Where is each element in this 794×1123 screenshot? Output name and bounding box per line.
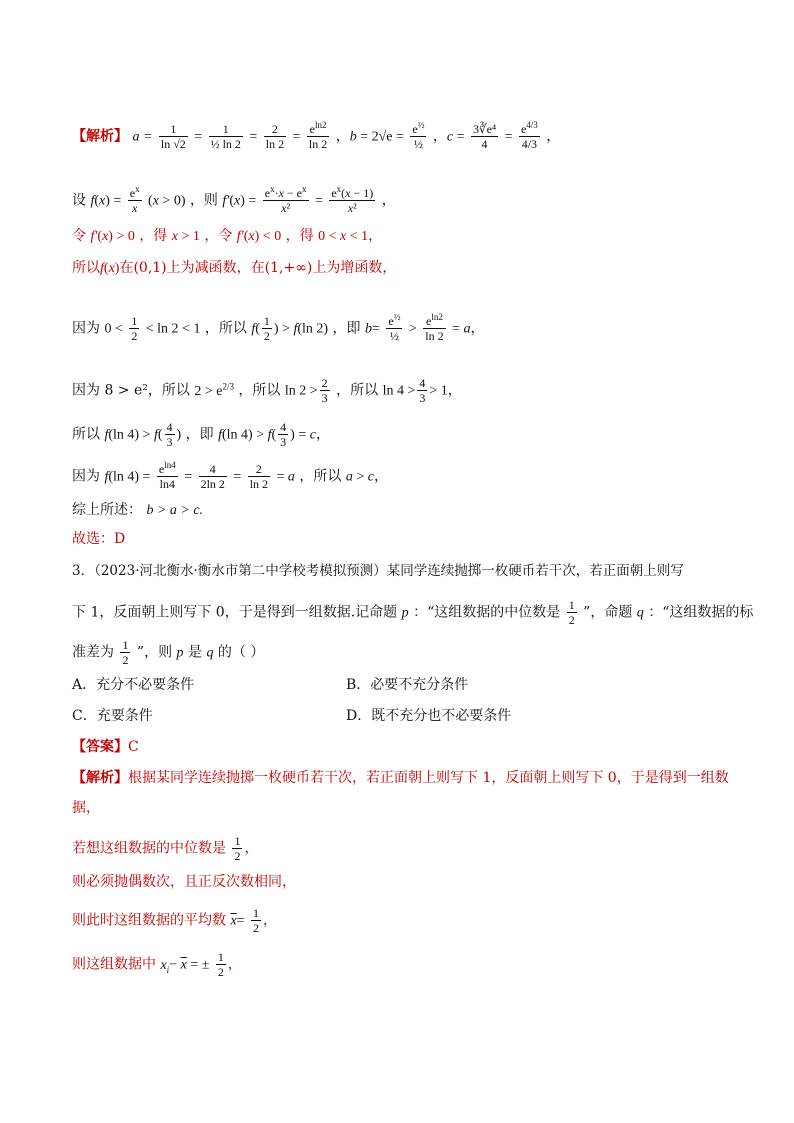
answer-value: C <box>128 739 139 755</box>
frac-1-half-ln2: $\frac{1}{\text{½ ln 2}}$ <box>210 122 241 151</box>
frac-eln2-ln2: $\frac{e^{ln2}}{\ln 2}$ <box>308 120 328 151</box>
monotonic-line: 所以f(x)在(0,1)上为减函数，在(1,+∞)上为增函数， <box>72 260 397 276</box>
option-b: B．必要不充分条件 <box>346 677 469 693</box>
answer-line <box>72 737 139 757</box>
frac-derivative-2: $\frac{e^x(x - 1)}{\text{x²}}$ <box>331 184 374 215</box>
frac-c2: $\frac{e^{4/3}}{4/3}$ <box>520 120 538 151</box>
frac-2-ln2: $\frac{2}{\ln 2}$ <box>265 122 285 151</box>
option-a: A．充分不必要条件 <box>72 677 195 693</box>
frac-b: $\frac{e^{\frac{1}{2}}}{\text{½}}$ <box>412 120 425 151</box>
because-line-3: 因为 f(ln 4) = $\frac{e^{ln4}}{\ln 4}$ = $\frac{4}{2\ln 2}$ = $\frac{2}{\ln 2}$ = a ，所以 a > c， <box>72 460 388 491</box>
summary-line: 综上所述： b > a > c. <box>72 502 204 518</box>
frac-ex-x: $\frac{e^x}{x}$ <box>129 184 140 215</box>
c-def: ，c = <box>432 129 465 145</box>
b-def: ，b = 2√e = <box>335 129 404 145</box>
choose-line: 故选：D <box>72 531 126 547</box>
option-c: C．充要条件 <box>72 708 153 724</box>
frac-derivative-1: $\frac{e^x\cdot x - e^x}{\text{x²}}$ <box>264 184 307 215</box>
analysis-label: 【解析】 <box>72 128 128 145</box>
analysis2-line4: 则必须抛偶数次，且正反次数相同， <box>72 874 296 890</box>
option-d: D．既不充分也不必要条件 <box>346 708 512 724</box>
analysis2-line1: 【解析】根据某同学连续抛掷一枚硬币若干次，若正面朝上则写下 1，反面朝上则写下 0，于是得到一组数 <box>72 770 729 786</box>
because-line-2: 因为 8 > e²，所以 $2 > e^{2/3}$ ，所以 ln 2 > $\frac{2}{3}$ ，所以 ln 4 > $\frac{4}{3}$ > 1， <box>72 376 462 405</box>
analysis2-line5: 则此时这组数据的平均数 $\overline{x}=$ $\frac{1}{2}$ ， <box>72 906 278 935</box>
sign-analysis-line: 令 f′(x) > 0 ，得 x > 1 ，令 f′(x) < 0 ，得 0 < x < 1， <box>72 228 383 244</box>
f-definition-line: 设 f(x) = $\frac{e^x}{x}$ (x > 0) ，则 f′(x) = $\frac{e^x\cdot x - e^x}{\text{x²}}$ = $\frac{e^x(x - 1)}{\text{x²}}$ ， <box>72 184 396 215</box>
so-line-1: 所以 f(ln 4) > f( $\frac{4}{3}$ ) ，即 f(ln 4) > f( $\frac{4}{3}$ ) = c， <box>72 420 330 449</box>
analysis2-line3: 若想这组数据的中位数是 $\frac{1}{2}$ ， <box>72 834 259 863</box>
frac-c1: $\frac{\text{3∛e⁴}}{4}$ <box>472 122 497 151</box>
analysis2-line6: 则这组数据中 $x_i- \overline{x}$ = ± $\frac{1}{2}$ ， <box>72 950 242 979</box>
answer-label: 【答案】 <box>72 739 128 755</box>
analysis-line-abc: 【解析】 a = $\frac{1}{\ln √2}$ = $\frac{1}{\text{½ ln 2}}$ = $\frac{2}{\ln 2}$ = $\frac{e^{ln2}}{\ln 2}$ ，b = 2√e = $\frac{e^{\frac{1}{2}}}{\text{½}}$ ，c = $\frac{\text{3∛e⁴}}{4}$ = $\frac{e^{4/3}}{4/3}$ ， <box>72 120 561 151</box>
frac-1-ln-sqrt2: $\frac{1}{\ln √2}$ <box>160 122 186 151</box>
analysis2-line2: 据， <box>72 800 100 816</box>
question3-line3: 准差为 $\frac{1}{2}$ ”，则 p 是 q 的（ ） <box>72 638 265 667</box>
a-def: a = <box>132 129 153 145</box>
question3-line2: 下 1，反面朝上则写下 0，于是得到一组数据.记命题 p ：“这组数据的中位数是 $\frac{1}{2}$ ”，命题 q ：“这组数据的标 <box>72 598 754 627</box>
because-line-1: 因为 0 < $\frac{1}{2}$ < ln 2 < 1 ，所以 f( $\frac{1}{2}$ ) > f(ln 2) ，即 b= $\frac{e^{\frac{1}{2}}}{\text{½}}$ > $\frac{e^{ln2}}{\ln 2}$ = a， <box>72 312 485 343</box>
question3-line1: 3．（2023·河北衡水·衡水市第二中学校考模拟预测）某同学连续抛掷一枚硬币若干次，若正面朝上则写 <box>72 563 684 579</box>
